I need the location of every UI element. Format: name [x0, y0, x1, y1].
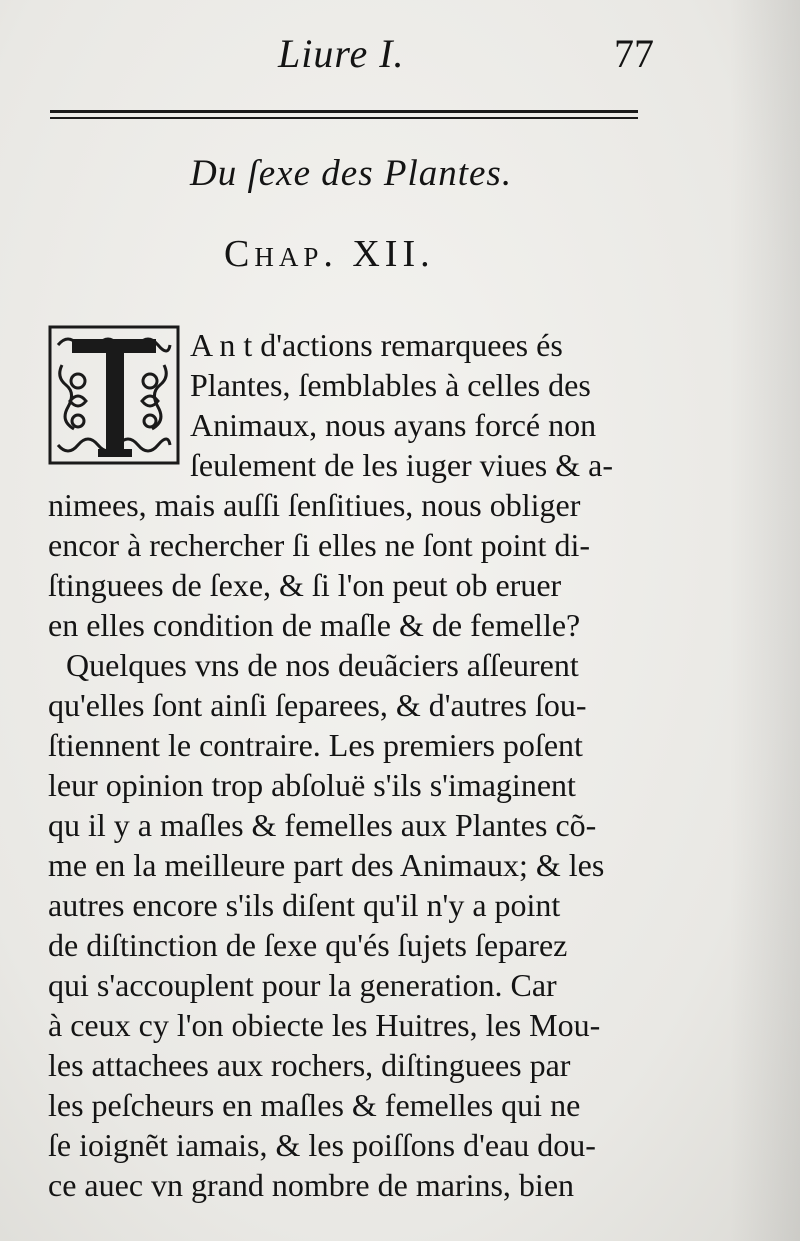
text-line: ſeulement de les iuger viues & a-: [190, 447, 613, 483]
text-line: qu il y a maſles & femelles aux Plantes cõ-: [48, 807, 597, 843]
header-rule: [50, 110, 638, 124]
text-line: nimees, mais auſſi ſenſitiues, nous obliger: [48, 487, 581, 523]
text-line: Animaux, nous ayans forcé non: [190, 407, 597, 443]
chapter-title: Du ſexe des Plantes.: [190, 153, 513, 194]
text-line: A n t d'actions remarquees és: [190, 327, 563, 363]
text-line: ſtinguees de ſexe, & ſi l'on peut ob eruer: [48, 567, 562, 603]
text-line: autres encore s'ils diſent qu'il n'y a point: [48, 887, 561, 923]
rule-line-bottom: [50, 117, 638, 119]
text-line: leur opinion trop abſoluë s'ils s'imaginent: [48, 767, 576, 803]
text-line: ce auec vn grand nombre de marins, bien: [48, 1167, 575, 1203]
text-line: en elles condition de maſle & de femelle?: [48, 607, 581, 643]
page-header: [0, 28, 800, 80]
page-edge-shadow: [730, 0, 800, 1241]
text-line: ſtiennent le contraire. Les premiers poſent: [48, 727, 583, 763]
text-line: ſe ioignẽt iamais, & les poiſſons d'eau dou-: [48, 1127, 596, 1163]
chapter-number: Chap. XII.: [224, 233, 435, 275]
running-head: Liure I.: [278, 31, 405, 76]
text-line: qu'elles ſont ainſi ſeparees, & d'autres ſou-: [48, 687, 587, 723]
text-line: encor à rechercher ſi elles ne ſont point di-: [48, 527, 590, 563]
text-line: qui s'accouplent pour la generation. Car: [48, 967, 557, 1003]
ornamental-initial-icon: [48, 325, 180, 465]
rule-line-top: [50, 110, 638, 113]
text-line: à ceux cy l'on obiecte les Huitres, les Mou-: [48, 1007, 601, 1043]
text-line: me en la meilleure part des Animaux; & les: [48, 847, 605, 883]
page-number: 77: [614, 31, 654, 76]
text-line: les attachees aux rochers, diſtinguees par: [48, 1047, 571, 1083]
text-line: de diſtinction de ſexe qu'és ſujets ſeparez: [48, 927, 568, 963]
text-line: Plantes, ſemblables à celles des: [190, 367, 591, 403]
text-line: Quelques vns de nos deuãciers aſſeurent: [66, 647, 579, 683]
text-line: les peſcheurs en maſles & femelles qui ne: [48, 1087, 581, 1123]
